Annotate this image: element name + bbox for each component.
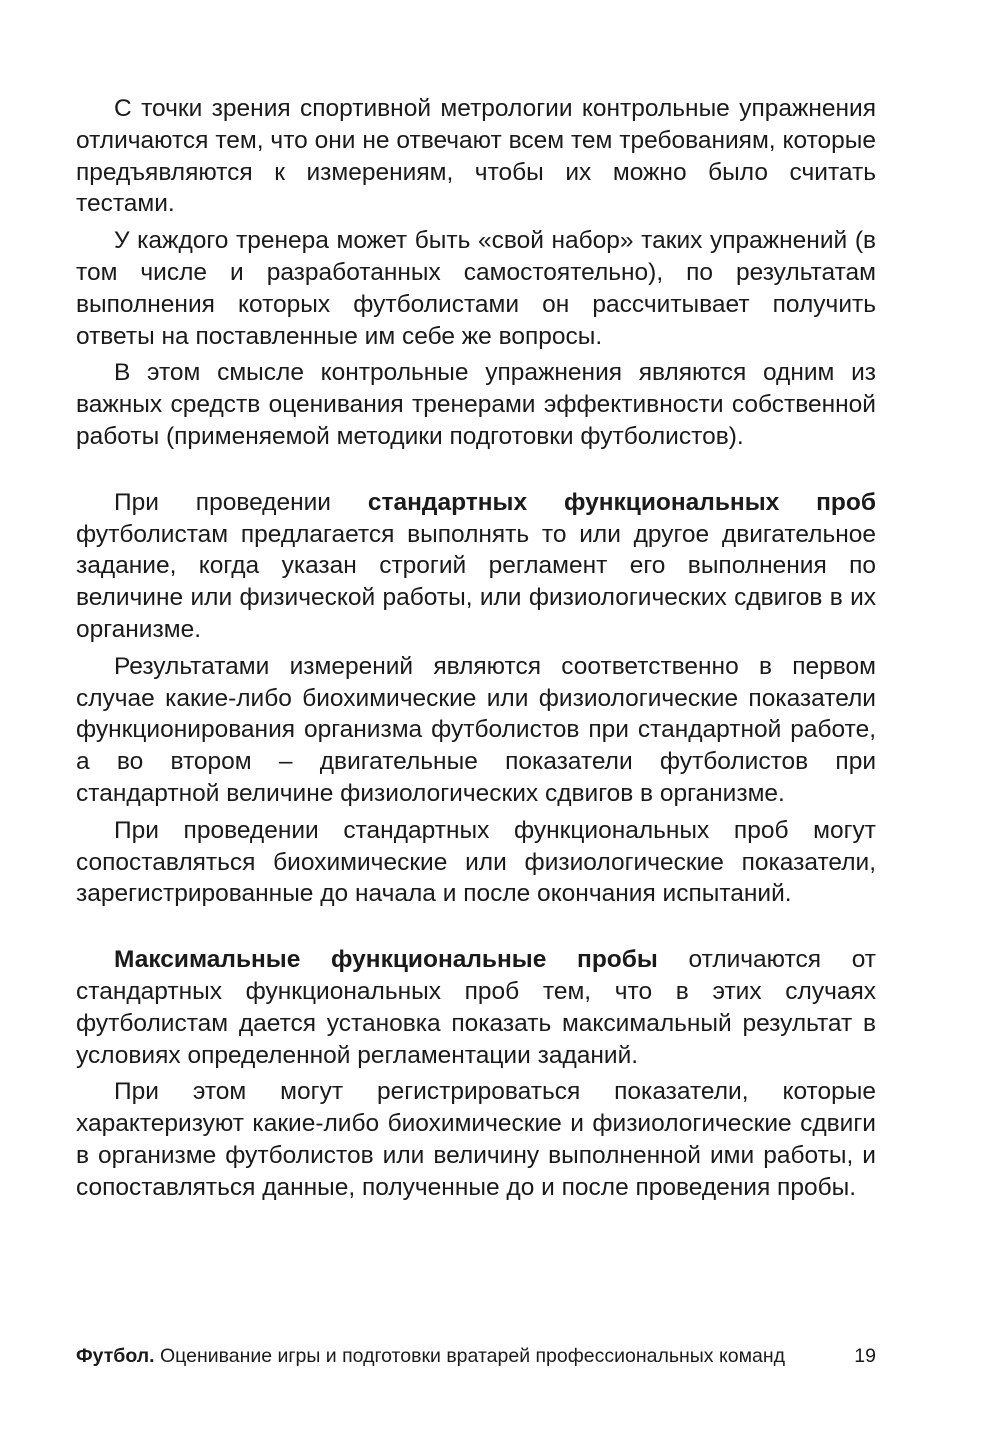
- page-body: [76, 93, 876, 1204]
- paragraph-comparison: При проведении стандартных функциональных проб могут сопоставляться биохимические или физиологические показатели, зарегистрированные до начала и после окончания испытаний.: [76, 816, 876, 908]
- term-maximal-functional-tests: Максимальные функциональные пробы: [114, 946, 658, 974]
- paragraph-evaluation-means: В этом смысле контрольные упражнения являются одним из важных средств оценивания тренерами эффективности собственной работы (применяемой методики подготовки футболистов).: [76, 359, 876, 450]
- paragraph-measurement-results: Результатами измерений являются соответственно в первом случае какие-либо биохимические или физиологические показатели функционирования организма футболистов при стандартной работе, а во втором – двигательные показатели футболистов при стандартной величине физиологических сдвигов в организме.: [76, 652, 876, 807]
- paragraph-standard-tests-prefix: При проведении: [114, 488, 368, 516]
- paragraph-maximal-tests: [76, 944, 876, 1071]
- paragraph-standard-tests-rest: футболистам предлагается выполнять то или другое двигательное задание, когда указан строгий регламент его выполнения по величине или физической работы, или физиологических сдвигов в их организме.: [76, 520, 876, 643]
- paragraph-control-exercises: С точки зрения спортивной метрологии контрольные упражнения отличаются тем, что они не отвечают всем тем требованиям, которые предъявляются к измерениям, чтобы их можно было считать тестами.: [76, 95, 876, 218]
- paragraph-registration: При этом могут регистрироваться показатели, которые характеризуют какие-либо биохимические и физиологические сдвиги в организме футболистов или величину выполненной ими работы, и сопоставляться данные, полученные до и после проведения пробы.: [76, 1078, 876, 1201]
- footer-subtitle: Оценивание игры и подготовки вратарей профессиональных команд: [154, 1345, 785, 1367]
- paragraph-standard-tests: [76, 487, 876, 646]
- page-number: 19: [854, 1345, 876, 1367]
- paragraph-maximal-tests-rest: отличаются от стандартных функциональных проб тем, что в этих случаях футболистам дается установка показать максимальный результат в условиях определенной регламентации заданий.: [76, 946, 876, 1069]
- term-standard-functional-tests: стандартных функциональных проб: [367, 488, 876, 516]
- footer-book-title: Футбол.: [76, 1345, 155, 1367]
- page-footer: [76, 1341, 876, 1371]
- paragraph-coach-set: У каждого тренера может быть «свой набор» таких упражнений (в том числе и разработанных самостоятельно), по результатам выполнения которых футболистами он рассчитывает получить ответы на поставленные им себе же вопросы.: [76, 227, 876, 350]
